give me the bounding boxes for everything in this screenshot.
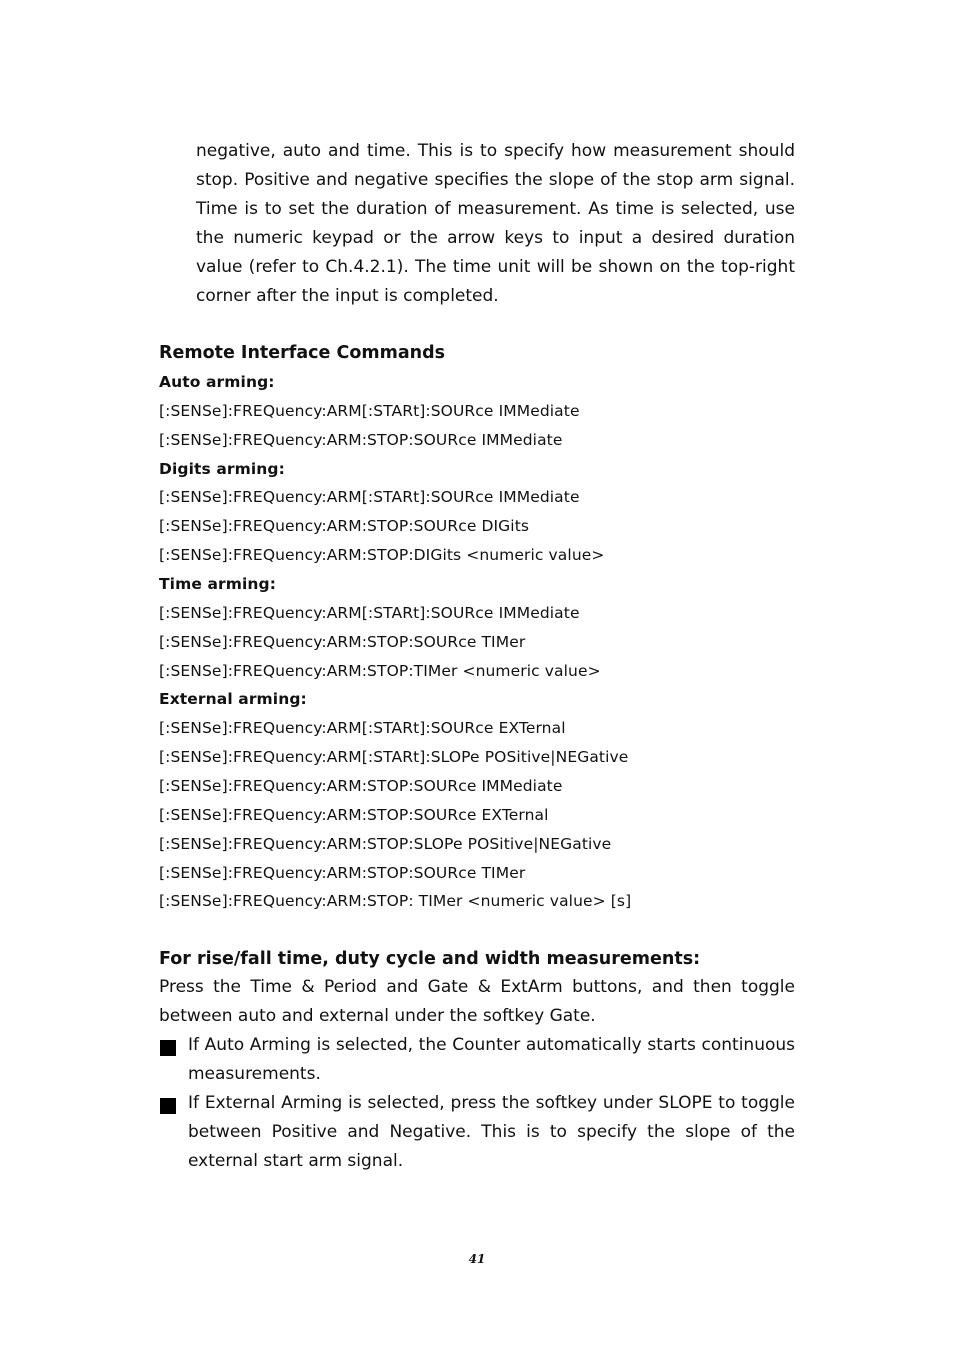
remote-commands-list [159, 368, 799, 916]
square-bullet-icon [160, 1098, 176, 1114]
scpi-command-line: [:SENSe]:FREQuency:ARM:STOP: TIMer <numeric value> [s] [159, 892, 632, 911]
bullet-text: If Auto Arming is selected, the Counter automatically starts continuous measurements. [188, 1035, 795, 1084]
scpi-command-line: [:SENSe]:FREQuency:ARM:STOP:DIGits <numeric value> [159, 546, 605, 565]
rise-fall-bullets [159, 1031, 795, 1176]
scpi-command-line: [:SENSe]:FREQuency:ARM:STOP:TIMer <numeric value> [159, 661, 601, 680]
intro-paragraph: negative, auto and time. This is to specify how measurement should stop. Positive and negative specifies the slope of the stop arm signal. Time is to set the duration of measurement. As time is selected, use the numeric keypad or the arrow keys to input a desired duration value (refer to Ch.4.2.1). The time unit will be shown on the top-right corner after the input is completed. [196, 141, 795, 306]
scpi-command-line: [:SENSe]:FREQuency:ARM[:STARt]:SOURce EXTernal [159, 719, 566, 738]
scpi-command-line: [:SENSe]:FREQuency:ARM[:STARt]:SOURce IMMediate [159, 401, 580, 420]
bullet-item [159, 1089, 795, 1176]
arming-mode-heading: Auto arming: [159, 373, 275, 391]
scpi-command-line: [:SENSe]:FREQuency:ARM:STOP:SOURce IMMediate [159, 430, 563, 449]
scpi-command-line: [:SENSe]:FREQuency:ARM:STOP:SOURce DIGits [159, 517, 530, 536]
scpi-command-line: [:SENSe]:FREQuency:ARM:STOP:SOURce EXTernal [159, 805, 549, 824]
rise-fall-body: Press the Time & Period and Gate & ExtArm buttons, and then toggle between auto and external under the softkey Gate. [159, 977, 795, 1026]
scpi-command-line: [:SENSe]:FREQuency:ARM[:STARt]:SOURce IMMediate [159, 488, 580, 507]
arming-mode-heading: Digits arming: [159, 459, 285, 478]
square-bullet-icon [160, 1040, 176, 1056]
scpi-command-line: [:SENSe]:FREQuency:ARM:STOP:SLOPe POSitive|NEGative [159, 834, 612, 853]
bullet-item [159, 1031, 795, 1089]
scpi-command-line: [:SENSe]:FREQuency:ARM:STOP:SOURce IMMediate [159, 777, 563, 796]
scpi-command-line: [:SENSe]:FREQuency:ARM:STOP:SOURce TIMer [159, 632, 526, 651]
rise-fall-title: For rise/fall time, duty cycle and width measurements: [159, 949, 701, 969]
page-number: 41 [468, 1252, 486, 1266]
scpi-command-line: [:SENSe]:FREQuency:ARM:STOP:SOURce TIMer [159, 863, 526, 882]
scpi-command-line: [:SENSe]:FREQuency:ARM[:STARt]:SOURce IMMediate [159, 603, 580, 622]
arming-mode-heading: Time arming: [159, 575, 277, 594]
bullet-text: If External Arming is selected, press the softkey under SLOPE to toggle between Positive and Negative. This is to specify the slope of the external start arm signal. [188, 1093, 795, 1171]
arming-mode-heading: External arming: [159, 690, 307, 709]
remote-commands-title: Remote Interface Commands [159, 343, 446, 363]
scpi-command-line: [:SENSe]:FREQuency:ARM[:STARt]:SLOPe POSitive|NEGative [159, 748, 629, 767]
